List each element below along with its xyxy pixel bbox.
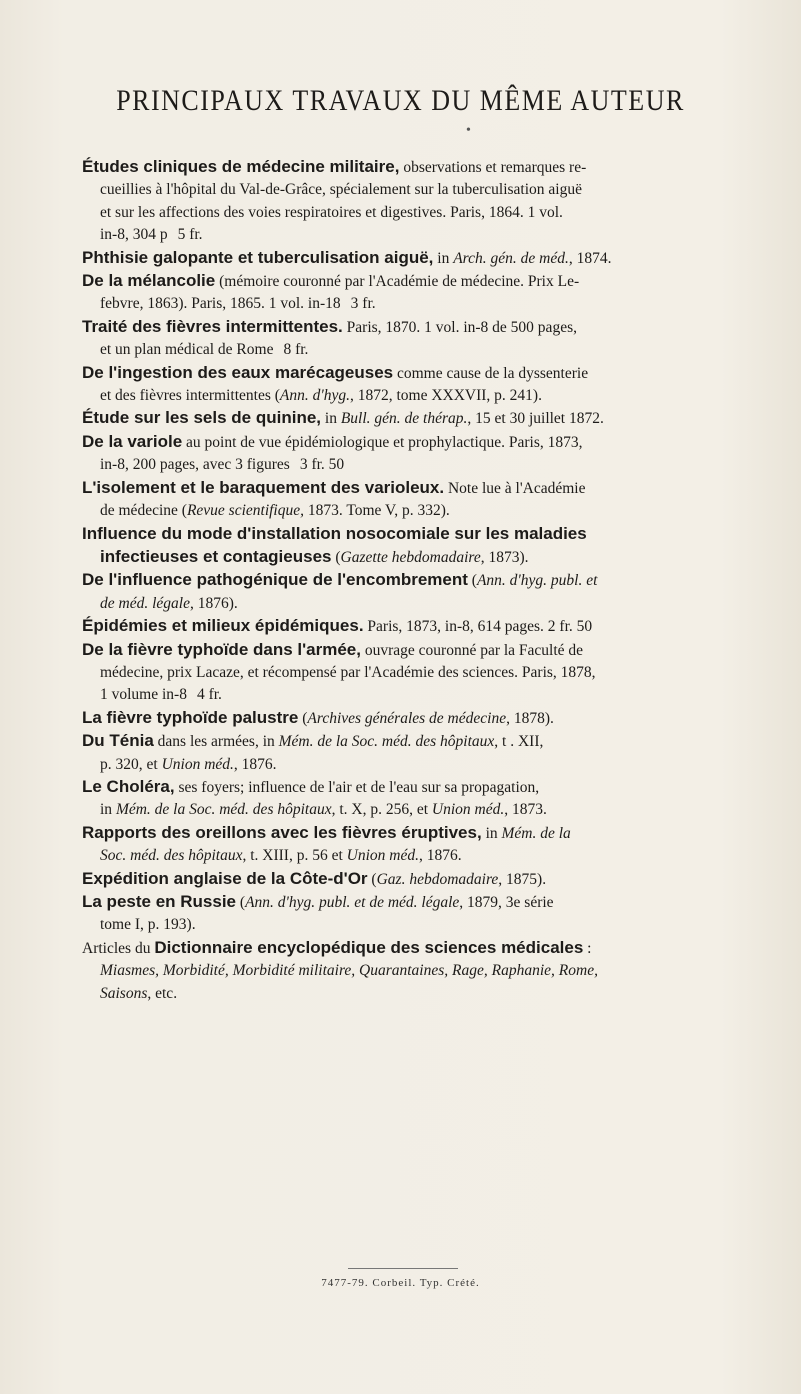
entry-peste-russie: La peste en Russie (Ann. d'hyg. publ. et de méd. légale, 1879, 3e série tome I, p. 193). xyxy=(82,892,554,934)
entry-phthisie: Phthisie galopante et tuberculisation aiguë, in Arch. gén. de méd., 1874. xyxy=(82,247,612,267)
bibliography-list xyxy=(82,156,734,1005)
entry-oreillons: Rapports des oreillons avec les fièvres éruptives, in Mém. de la Soc. méd. des hôpitaux, t. XIII, p. 56 et Union méd., 1876. xyxy=(82,822,571,865)
entry-installation-nosocomiale: Influence du mode d'installation nosocomiale sur les maladies infectieuses et contagieuses (Gazette hebdomadaire, 1873). xyxy=(82,523,587,566)
entry-cholera: Le Choléra, ses foyers; influence de l'air et de l'eau sur sa propagation, in Mém. de la Soc. méd. des hôpitaux, t. X, p. 256, et Union méd., 1873. xyxy=(82,776,547,819)
entry-isolement-varioleux: L'isolement et le baraquement des varioleux. Note lue à l'Académie de médecine (Revue scientifique, 1873. Tome V, p. 332). xyxy=(82,477,586,520)
entry-variole: De la variole au point de vue épidémiologique et prophylactique. Paris, 1873, in-8, 200 pages, avec 3 figures 3 fr. 50 xyxy=(82,431,583,474)
footer-rule xyxy=(348,1268,458,1269)
entry-dictionnaire: Articles du Dictionnaire encyclopédique des sciences médicales : Miasmes, Morbidité, Morbidité militaire, Quarantaines, Rage, Raphanie, Rome, Saisons, etc. xyxy=(82,937,598,1002)
entry-fievres-intermittentes: Traité des fièvres intermittentes. Paris, 1870. 1 vol. in-8 de 500 pages, et un plan médical de Rome 8 fr. xyxy=(82,316,577,359)
entry-epidemies: Épidémies et milieux épidémiques. Paris, 1873, in-8, 614 pages. 2 fr. 50 xyxy=(82,616,593,636)
entry-melancolie: De la mélancolie (mémoire couronné par l'Académie de médecine. Prix Le- febvre, 1863). Paris, 1865. 1 vol. in-18 3 fr. xyxy=(82,271,580,313)
ornament-dot: • xyxy=(466,123,471,138)
entry-fievre-typhoide-armee: De la fièvre typhoïde dans l'armée, ouvrage couronné par la Faculté de médecine, prix Lacaze, et récompensé par l'Académie des sciences. Paris, 1878, 1 volume in-8 4 fr. xyxy=(82,639,596,704)
entry-tenia: Du Ténia dans les armées, in Mém. de la Soc. méd. des hôpitaux, t . XII, p. 320, et Union méd., 1876. xyxy=(82,731,544,773)
entry-typhoide-palustre: La fièvre typhoïde palustre (Archives générales de médecine, 1878). xyxy=(82,707,554,727)
entry-expedition-cote-dor: Expédition anglaise de la Côte-d'Or (Gaz. hebdomadaire, 1875). xyxy=(82,868,547,888)
page-title: PRINCIPAUX TRAVAUX DU MÊME AUTEUR xyxy=(116,83,685,118)
entry-eaux-marecageuses: De l'ingestion des eaux marécageuses comme cause de la dyssenterie et des fièvres intermittentes (Ann. d'hyg., 1872, tome XXXVII, p. 241). xyxy=(82,362,589,405)
entry-sels-quinine: Étude sur les sels de quinine, in Bull. gén. de thérap., 15 et 30 juillet 1872. xyxy=(82,408,604,428)
printer-imprint: 7477-79. Corbeil. Typ. Crété. xyxy=(321,1277,480,1289)
entry-encombrement: De l'influence pathogénique de l'encombrement (Ann. d'hyg. publ. et de méd. légale, 1876). xyxy=(82,570,598,612)
entry-etudes-cliniques: Études cliniques de médecine militaire, observations et remarques re- cueillies à l'hôpital du Val-de-Grâce, spécialement sur la tuberculisation aiguë et sur les affections des voies respiratoires et digestives. Paris, 1864. 1 vol. in-8, 304 p 5 fr. xyxy=(82,157,587,244)
